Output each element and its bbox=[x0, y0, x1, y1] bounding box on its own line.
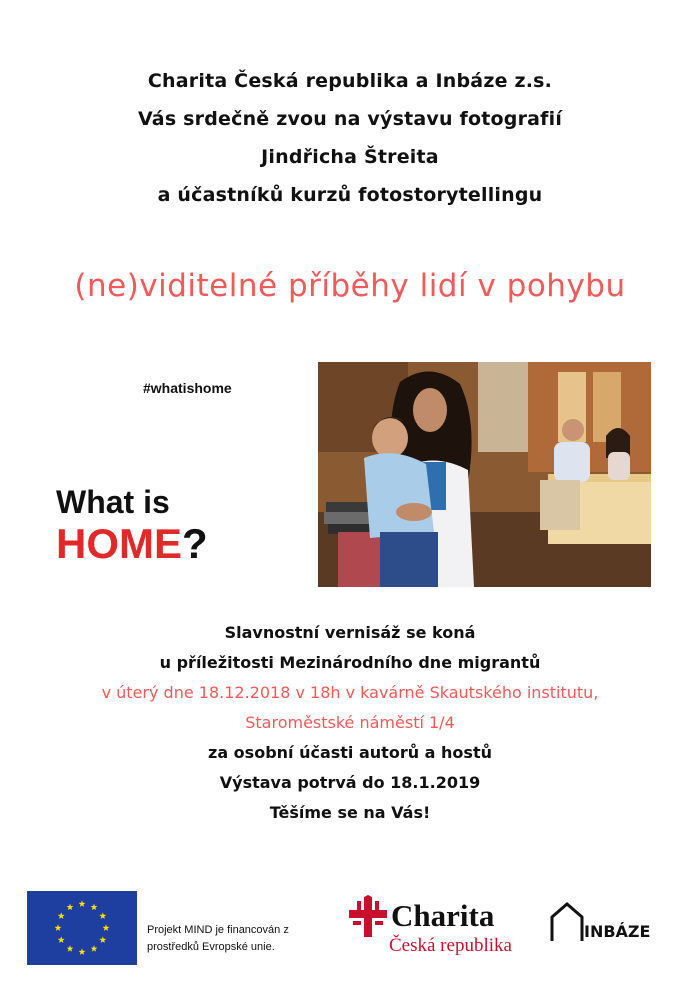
inbaze-name: INBÁZE bbox=[584, 922, 651, 941]
intro-invite: Vás srdečně zvou na výstavu fotografií bbox=[137, 108, 563, 130]
campaign-question-mark: ? bbox=[182, 520, 208, 567]
campaign-home-line bbox=[56, 520, 208, 568]
details-date-venue: v úterý dne 18.12.2018 v 18h v kavárně Skautského institutu, bbox=[101, 683, 599, 702]
details-occasion: u příležitosti Mezinárodního dne migrantů bbox=[159, 653, 541, 672]
campaign-what-is: What is bbox=[56, 484, 170, 520]
eu-funding-line1: Projekt MIND je financován z bbox=[147, 924, 289, 936]
campaign-hashtag: #whatishome bbox=[143, 380, 232, 396]
details-greeting: Těšíme se na Vás! bbox=[269, 803, 431, 822]
details-duration: Výstava potrvá do 18.1.2019 bbox=[219, 773, 481, 792]
details-address: Staroměstské náměstí 1/4 bbox=[245, 713, 455, 732]
invitation-intro bbox=[0, 62, 700, 214]
eu-funding-line2: prostředků Evropské unie. bbox=[147, 941, 275, 953]
house-icon bbox=[549, 901, 585, 943]
exhibition-title: (ne)viditelné příběhy lidí v pohybu bbox=[74, 268, 626, 304]
eu-funding-note bbox=[147, 922, 289, 956]
family-photo bbox=[318, 362, 651, 587]
eu-flag-icon bbox=[27, 891, 137, 965]
event-details bbox=[0, 618, 700, 828]
charita-subtitle: Česká republika bbox=[389, 935, 512, 956]
charita-cross-icon bbox=[347, 895, 389, 939]
intro-photographer: Jindřicha Štreita bbox=[261, 146, 439, 168]
details-guests: za osobní účasti autorů a hostů bbox=[208, 743, 492, 762]
charita-name: Charita bbox=[391, 898, 495, 933]
charita-logo bbox=[345, 891, 512, 963]
campaign-home-word: HOME bbox=[56, 520, 182, 567]
inbaze-logo bbox=[549, 901, 659, 945]
intro-organizers: Charita Česká republika a Inbáze z.s. bbox=[147, 70, 553, 92]
details-vernissage: Slavnostní vernisáž se koná bbox=[224, 623, 476, 642]
intro-participants: a účastníků kurzů fotostorytellingu bbox=[157, 184, 543, 206]
